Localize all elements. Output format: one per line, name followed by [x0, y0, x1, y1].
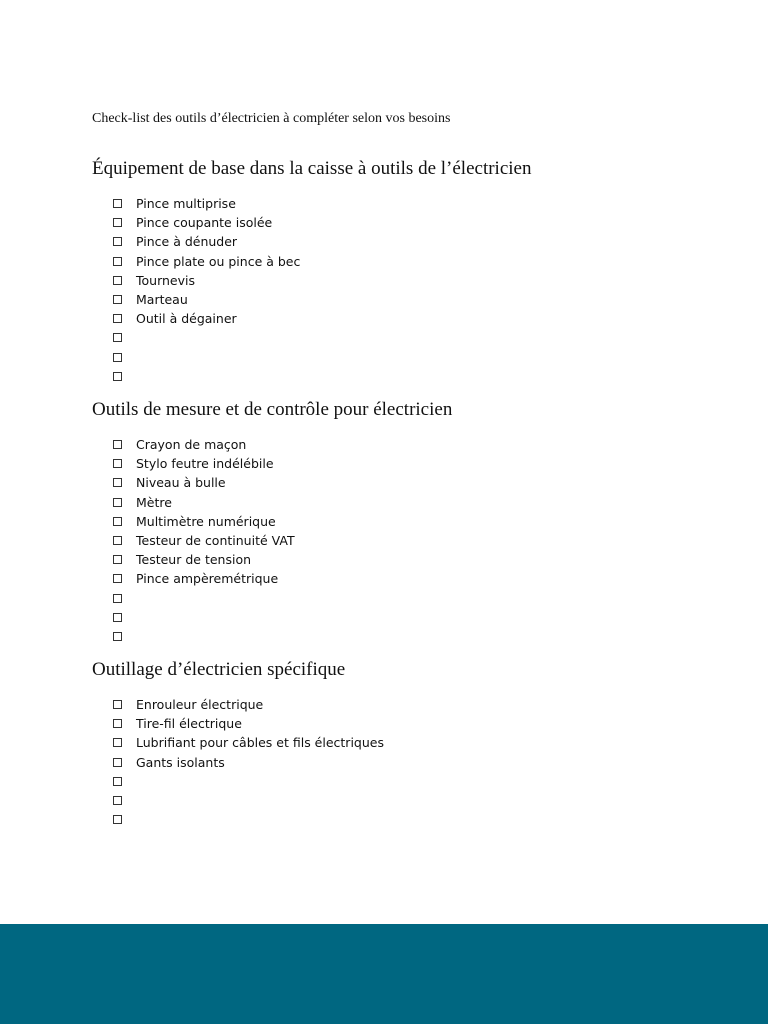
checkbox-icon[interactable]	[113, 372, 122, 381]
checklist-item-label: Tire-fil électrique	[136, 716, 242, 732]
checklist-item[interactable]	[92, 627, 732, 646]
checkbox-icon[interactable]	[113, 758, 122, 767]
checkbox-icon[interactable]	[113, 815, 122, 824]
checkbox-icon[interactable]	[113, 295, 122, 304]
section-title: Outillage d’électricien spécifique	[92, 659, 346, 680]
checkbox-icon[interactable]	[113, 613, 122, 622]
section-basic-equipment	[92, 157, 732, 386]
checkbox-icon[interactable]	[113, 478, 122, 487]
checklist	[92, 194, 732, 386]
checklist-item-label: Pince multiprise	[136, 196, 236, 212]
checkbox-icon[interactable]	[113, 218, 122, 227]
checklist	[92, 435, 732, 646]
checklist-item[interactable]	[92, 791, 732, 810]
checklist-item-label: Marteau	[136, 292, 188, 308]
checklist-item-label: Outil à dégainer	[136, 311, 237, 327]
checkbox-icon[interactable]	[113, 517, 122, 526]
checklist-item[interactable]	[92, 569, 732, 588]
section-specific-tools	[92, 658, 732, 829]
checklist-item[interactable]	[92, 348, 732, 367]
checkbox-icon[interactable]	[113, 199, 122, 208]
checkbox-icon[interactable]	[113, 700, 122, 709]
checklist-item-label: Gants isolants	[136, 754, 225, 770]
checkbox-icon[interactable]	[113, 237, 122, 246]
checkbox-icon[interactable]	[113, 353, 122, 362]
section-title: Outils de mesure et de contrôle pour électricien	[92, 399, 453, 420]
checklist	[92, 695, 732, 829]
checklist-item-label: Enrouleur électrique	[136, 697, 264, 713]
checkbox-icon[interactable]	[113, 738, 122, 747]
checklist-item[interactable]	[92, 328, 732, 347]
checkbox-icon[interactable]	[113, 574, 122, 583]
checklist-item[interactable]	[92, 271, 732, 290]
checklist-item-label: Pince à dénuder	[136, 234, 238, 250]
checklist-item-label: Pince ampèremétrique	[136, 571, 279, 587]
checklist-item[interactable]	[92, 531, 732, 550]
checkbox-icon[interactable]	[113, 440, 122, 449]
checklist-item-label: Crayon de maçon	[136, 437, 247, 453]
checkbox-icon[interactable]	[113, 632, 122, 641]
checklist-item-label: Mètre	[136, 494, 172, 510]
checkbox-icon[interactable]	[113, 555, 122, 564]
checklist-item[interactable]	[92, 772, 732, 791]
checklist-item-label: Multimètre numérique	[136, 513, 276, 529]
checkbox-icon[interactable]	[113, 459, 122, 468]
checklist-item-label: Testeur de continuité VAT	[136, 533, 295, 549]
checklist-item-label: Niveau à bulle	[136, 475, 226, 491]
checkbox-icon[interactable]	[113, 594, 122, 603]
checklist-item[interactable]	[92, 473, 732, 492]
checklist-item[interactable]	[92, 290, 732, 309]
checkbox-icon[interactable]	[113, 796, 122, 805]
checkbox-icon[interactable]	[113, 333, 122, 342]
checklist-item-label: Tournevis	[136, 272, 195, 288]
checklist-item[interactable]	[92, 753, 732, 772]
checklist-item[interactable]	[92, 550, 732, 569]
checklist-item[interactable]	[92, 435, 732, 454]
checkbox-icon[interactable]	[113, 777, 122, 786]
checklist-item-label: Stylo feutre indélébile	[136, 456, 274, 472]
checklist-item[interactable]	[92, 714, 732, 733]
checkbox-icon[interactable]	[113, 719, 122, 728]
checkbox-icon[interactable]	[113, 276, 122, 285]
checklist-item[interactable]	[92, 252, 732, 271]
footer-band	[0, 924, 768, 1024]
checklist-item[interactable]	[92, 367, 732, 386]
checklist-item-label: Lubrifiant pour câbles et fils électriques	[136, 735, 384, 751]
checklist-item-label: Pince coupante isolée	[136, 215, 273, 231]
checklist-item[interactable]	[92, 454, 732, 473]
checklist-item[interactable]	[92, 810, 732, 829]
checklist-item[interactable]	[92, 512, 732, 531]
checklist-item[interactable]	[92, 194, 732, 213]
section-measurement-tools	[92, 398, 732, 646]
checklist-item[interactable]	[92, 232, 732, 251]
section-title: Équipement de base dans la caisse à outils de l’électricien	[92, 158, 532, 179]
checkbox-icon[interactable]	[113, 498, 122, 507]
checklist-item-label: Pince plate ou pince à bec	[136, 253, 301, 269]
intro-text: Check-list des outils d’électricien à compléter selon vos besoins	[92, 111, 451, 126]
checklist-item[interactable]	[92, 493, 732, 512]
checklist-item[interactable]	[92, 608, 732, 627]
checklist-item[interactable]	[92, 733, 732, 752]
checkbox-icon[interactable]	[113, 314, 122, 323]
checkbox-icon[interactable]	[113, 536, 122, 545]
checklist-item[interactable]	[92, 309, 732, 328]
checklist-item[interactable]	[92, 589, 732, 608]
checklist-item[interactable]	[92, 695, 732, 714]
checklist-item[interactable]	[92, 213, 732, 232]
checklist-item-label: Testeur de tension	[136, 552, 252, 568]
checkbox-icon[interactable]	[113, 257, 122, 266]
